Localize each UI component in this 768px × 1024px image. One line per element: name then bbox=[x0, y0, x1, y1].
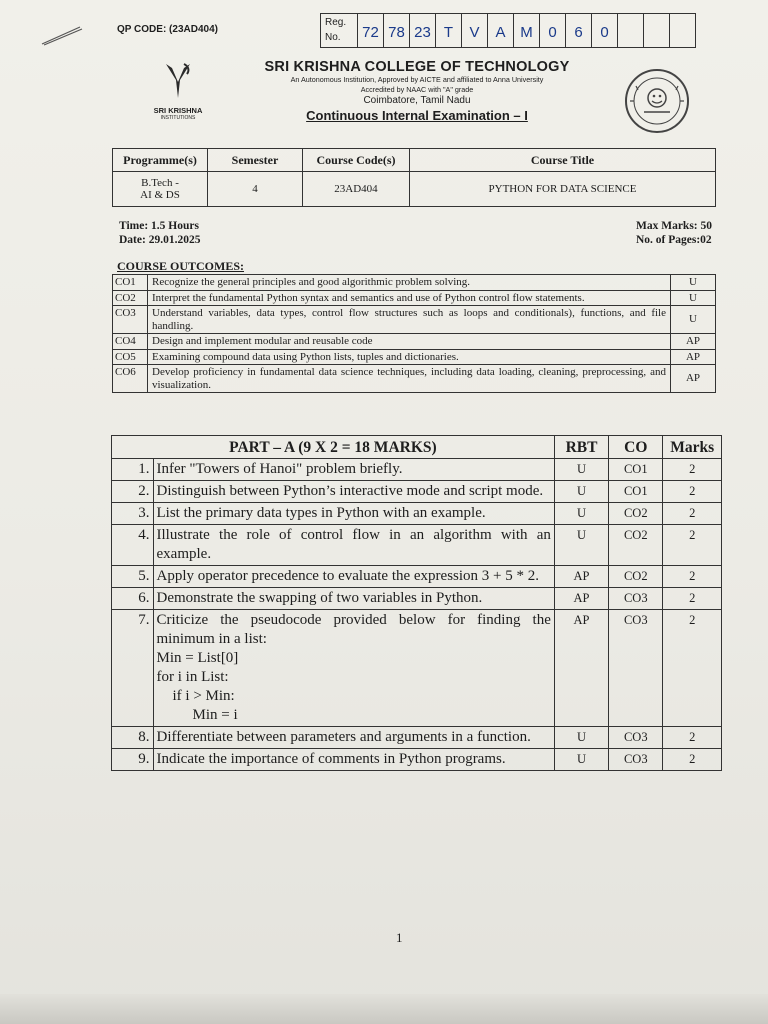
column-header-marks: Marks bbox=[663, 436, 722, 459]
co-code: CO5 bbox=[113, 349, 148, 365]
question-rbt: U bbox=[554, 749, 608, 771]
question-rbt: AP bbox=[554, 566, 608, 588]
course-details-table bbox=[112, 148, 716, 207]
question-co: CO3 bbox=[609, 727, 663, 749]
reg-cell bbox=[670, 14, 695, 47]
question-number: 6. bbox=[112, 588, 154, 610]
table-row bbox=[113, 275, 716, 291]
co-description: Understand variables, data types, control flow structures such as loops and conditionals), functions, and file handling. bbox=[148, 306, 671, 334]
page-count: No. of Pages:02 bbox=[635, 234, 712, 246]
co-code: CO3 bbox=[113, 306, 148, 334]
co-description: Design and implement modular and reusable code bbox=[148, 334, 671, 350]
question-row bbox=[112, 588, 722, 610]
column-header: Course Code(s) bbox=[303, 149, 410, 172]
pseudocode-line: Min = i bbox=[192, 707, 238, 723]
co-code: CO4 bbox=[113, 334, 148, 350]
question-text: Indicate the importance of comments in Python programs. bbox=[153, 749, 554, 771]
college-logo bbox=[133, 60, 223, 121]
reg-cell: 0 bbox=[540, 14, 566, 47]
column-header: Programme(s) bbox=[113, 149, 208, 172]
question-co: CO2 bbox=[609, 566, 663, 588]
pseudocode-line: if i > Min: bbox=[172, 688, 235, 704]
question-marks: 2 bbox=[663, 727, 722, 749]
co-level: AP bbox=[671, 365, 716, 393]
question-text-with-code bbox=[153, 610, 554, 727]
question-marks: 2 bbox=[663, 588, 722, 610]
question-co: CO2 bbox=[609, 503, 663, 525]
question-marks: 2 bbox=[663, 459, 722, 481]
question-marks: 2 bbox=[663, 525, 722, 566]
question-row bbox=[112, 727, 722, 749]
question-text: Illustrate the role of control flow in an algorithm with an example. bbox=[153, 525, 554, 566]
question-number: 8. bbox=[112, 727, 154, 749]
table-row bbox=[113, 334, 716, 350]
question-text: Differentiate between parameters and arguments in a function. bbox=[153, 727, 554, 749]
register-number-box bbox=[320, 13, 696, 48]
table-row bbox=[113, 349, 716, 365]
column-header-rbt: RBT bbox=[554, 436, 608, 459]
course-title-cell: PYTHON FOR DATA SCIENCE bbox=[410, 172, 716, 207]
logo-name: SRI KRISHNA bbox=[153, 106, 203, 115]
reg-cell: 0 bbox=[592, 14, 618, 47]
co-level: U bbox=[671, 275, 716, 291]
table-header-row bbox=[113, 149, 716, 172]
question-text: Infer "Towers of Hanoi" problem briefly. bbox=[153, 459, 554, 481]
question-text: Criticize the pseudocode provided below for finding the minimum in a list: bbox=[156, 612, 551, 647]
question-rbt: U bbox=[554, 481, 608, 503]
co-level: U bbox=[671, 290, 716, 306]
qp-code: QP CODE: (23AD404) bbox=[117, 24, 218, 35]
max-marks: Max Marks: 50 bbox=[635, 220, 712, 232]
co-description: Recognize the general principles and good algorithmic problem solving. bbox=[148, 275, 671, 291]
question-row bbox=[112, 481, 722, 503]
table-row bbox=[113, 306, 716, 334]
question-co: CO3 bbox=[609, 610, 663, 727]
question-number: 9. bbox=[112, 749, 154, 771]
co-code: CO2 bbox=[113, 290, 148, 306]
question-row bbox=[112, 566, 722, 588]
reg-cell bbox=[618, 14, 644, 47]
marks-pages-block bbox=[636, 219, 712, 247]
reg-label: Reg. No. bbox=[321, 14, 358, 47]
accreditation-line: Accredited by NAAC with "A" grade bbox=[360, 84, 474, 94]
reg-cell: 72 bbox=[358, 14, 384, 47]
question-text: Distinguish between Python’s interactive mode and script mode. bbox=[153, 481, 554, 503]
co-level: AP bbox=[671, 349, 716, 365]
reg-cell bbox=[644, 14, 670, 47]
reg-cell: 23 bbox=[410, 14, 436, 47]
reg-cell: V bbox=[462, 14, 488, 47]
pseudocode-line: Min = List[0] bbox=[156, 650, 239, 666]
table-row bbox=[113, 290, 716, 306]
question-number: 3. bbox=[112, 503, 154, 525]
question-number: 5. bbox=[112, 566, 154, 588]
part-a-title: PART – A (9 X 2 = 18 MARKS) bbox=[112, 436, 555, 459]
question-number: 7. bbox=[112, 610, 154, 727]
co-level: U bbox=[671, 306, 716, 334]
question-co: CO3 bbox=[609, 749, 663, 771]
question-rbt: U bbox=[554, 459, 608, 481]
question-marks: 2 bbox=[663, 749, 722, 771]
table-row bbox=[113, 172, 716, 207]
co-description: Interpret the fundamental Python syntax and semantics and use of Python control flow statements. bbox=[148, 290, 671, 306]
co-code: CO1 bbox=[113, 275, 148, 291]
question-rbt: AP bbox=[554, 588, 608, 610]
question-marks: 2 bbox=[663, 503, 722, 525]
programme-cell: B.Tech - AI & DS bbox=[113, 172, 208, 207]
co-description: Examining compound data using Python lists, tuples and dictionaries. bbox=[148, 349, 671, 365]
question-text: Apply operator precedence to evaluate the expression 3 + 5 * 2. bbox=[153, 566, 554, 588]
course-outcomes-title: COURSE OUTCOMES: bbox=[117, 259, 245, 273]
paper-bottom-edge bbox=[0, 994, 768, 1024]
question-number: 4. bbox=[112, 525, 154, 566]
question-number: 1. bbox=[112, 459, 154, 481]
reg-cell: 78 bbox=[384, 14, 410, 47]
semester-cell: 4 bbox=[208, 172, 303, 207]
co-code: CO6 bbox=[113, 365, 148, 393]
column-header: Semester bbox=[208, 149, 303, 172]
question-co: CO1 bbox=[609, 481, 663, 503]
exam-title: Continuous Internal Examination – I bbox=[306, 108, 528, 123]
question-row bbox=[112, 459, 722, 481]
co-level: AP bbox=[671, 334, 716, 350]
logo-emblem-icon bbox=[154, 60, 202, 102]
reg-cell: 6 bbox=[566, 14, 592, 47]
question-row bbox=[112, 610, 722, 727]
question-rbt: U bbox=[554, 503, 608, 525]
column-header: Course Title bbox=[410, 149, 716, 172]
city-line: Coimbatore, Tamil Nadu bbox=[363, 95, 471, 106]
question-text: List the primary data types in Python with an example. bbox=[153, 503, 554, 525]
reg-cell: M bbox=[514, 14, 540, 47]
reg-cell: T bbox=[436, 14, 462, 47]
question-row bbox=[112, 503, 722, 525]
course-outcomes-table bbox=[112, 274, 716, 393]
logo-sub: INSTITUTIONS bbox=[160, 115, 196, 121]
question-marks: 2 bbox=[663, 610, 722, 727]
question-text: Demonstrate the swapping of two variables in Python. bbox=[153, 588, 554, 610]
question-rbt: AP bbox=[554, 610, 608, 727]
college-header bbox=[222, 59, 612, 123]
question-marks: 2 bbox=[663, 481, 722, 503]
question-row bbox=[112, 749, 722, 771]
table-row bbox=[113, 365, 716, 393]
reg-cell: A bbox=[488, 14, 514, 47]
pen-stroke-mark bbox=[40, 24, 84, 46]
college-name: SRI KRISHNA COLLEGE OF TECHNOLOGY bbox=[264, 59, 570, 75]
time-date-block bbox=[119, 219, 200, 247]
course-code-cell: 23AD404 bbox=[303, 172, 410, 207]
co-description: Develop proficiency in fundamental data science techniques, including data loading, cleaning, preprocessing, and visualization. bbox=[148, 365, 671, 393]
column-header-co: CO bbox=[609, 436, 663, 459]
question-rbt: U bbox=[554, 525, 608, 566]
pseudocode-line: for i in List: bbox=[156, 669, 229, 685]
question-marks: 2 bbox=[663, 566, 722, 588]
question-co: CO1 bbox=[609, 459, 663, 481]
exam-time: Time: 1.5 Hours bbox=[119, 220, 199, 232]
exam-date: Date: 29.01.2025 bbox=[119, 234, 201, 246]
institution-line: An Autonomous Institution, Approved by AICTE and affiliated to Anna University bbox=[290, 75, 544, 84]
question-number: 2. bbox=[112, 481, 154, 503]
question-rbt: U bbox=[554, 727, 608, 749]
college-seal-icon bbox=[624, 68, 690, 134]
question-co: CO3 bbox=[609, 588, 663, 610]
question-co: CO2 bbox=[609, 525, 663, 566]
question-row bbox=[112, 525, 722, 566]
part-a-questions-table bbox=[111, 435, 722, 771]
table-header-row bbox=[112, 436, 722, 459]
page-number: 1 bbox=[396, 930, 403, 945]
